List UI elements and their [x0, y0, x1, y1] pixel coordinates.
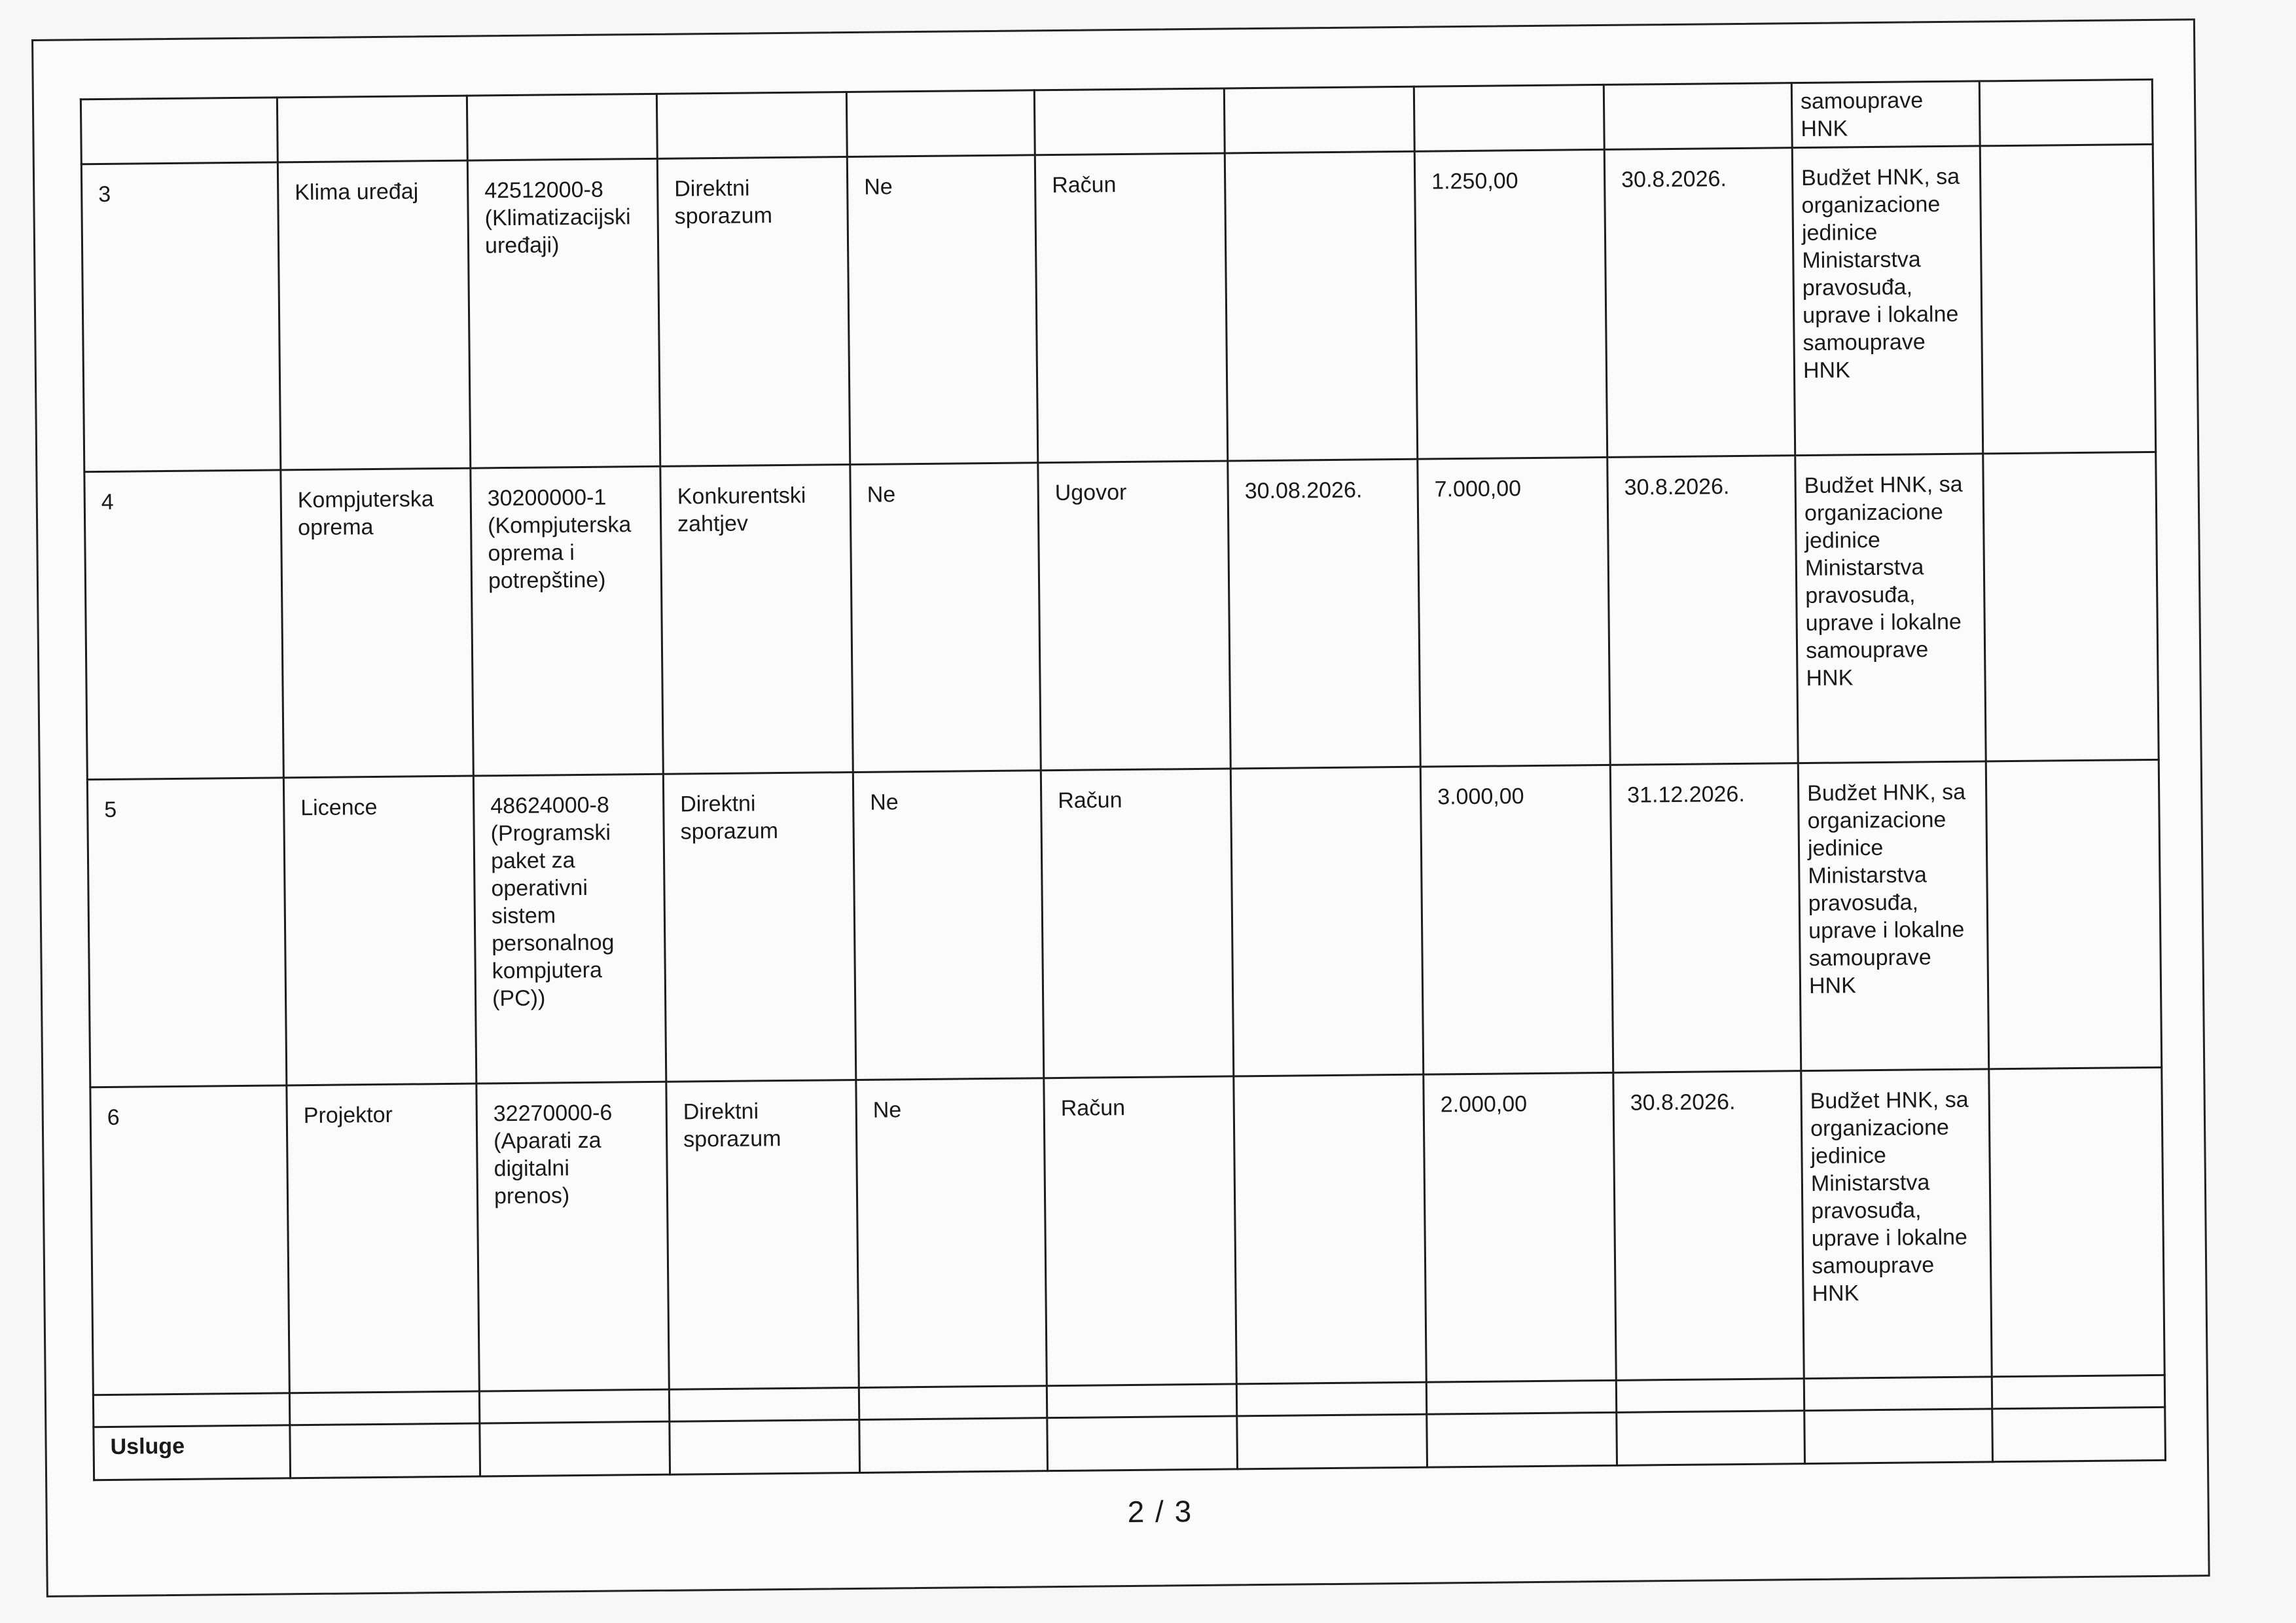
item-start-date [1225, 151, 1417, 461]
item-cpv: 32270000-6 (Aparati za digitalni prenos) [476, 1082, 669, 1391]
item-cpv: 42512000-8 (Klimatizacijski uređaji) [467, 158, 660, 468]
section-label: Usluge [94, 1425, 291, 1480]
item-start-date: 30.08.2026. [1228, 459, 1420, 769]
item-number: 4 [84, 470, 283, 780]
item-source: Budžet HNK, sa organizacione jedinice Ministarstva pravosuđa, uprave i lokalne samouprave HNK [1801, 1069, 1992, 1379]
table-row [81, 144, 2155, 471]
item-contract-type: Račun [1035, 153, 1227, 463]
procurement-plan-table [80, 79, 2166, 1481]
item-note [1980, 144, 2155, 454]
item-name: Projektor [287, 1084, 479, 1393]
item-eauction: Ne [856, 1078, 1047, 1388]
item-contract-type: Ugovor [1038, 461, 1230, 771]
item-contract-type: Račun [1041, 769, 1233, 1078]
scanned-page [31, 18, 2210, 1597]
item-procedure: Direktni sporazum [666, 1080, 859, 1389]
item-name: Klima uređaj [278, 160, 470, 470]
item-source: Budžet HNK, sa organizacione jedinice Ministarstva pravosuđa, uprave i lokalne samouprave HNK [1792, 146, 1982, 456]
item-name: Kompjuterska oprema [281, 468, 473, 778]
item-note [1986, 759, 2161, 1069]
item-deadline: 31.12.2026. [1610, 763, 1801, 1073]
item-contract-type: Račun [1044, 1076, 1236, 1386]
table-row [84, 452, 2159, 779]
item-note [1983, 452, 2159, 761]
item-value: 1.250,00 [1414, 149, 1607, 459]
item-value: 2.000,00 [1424, 1072, 1616, 1382]
item-number: 6 [90, 1085, 289, 1395]
item-value: 3.000,00 [1420, 765, 1613, 1074]
item-eauction: Ne [850, 463, 1041, 773]
item-procedure: Direktni sporazum [663, 773, 855, 1082]
item-source: Budžet HNK, sa organizacione jedinice Ministarstva pravosuđa, uprave i lokalne samouprave HNK [1795, 454, 1986, 763]
item-cpv: 48624000-8 (Programski paket za operativni sistem personalnog kompjutera (PC)) [473, 774, 666, 1084]
item-note [1989, 1067, 2164, 1377]
item-deadline: 30.8.2026. [1613, 1071, 1804, 1381]
item-start-date [1230, 767, 1423, 1076]
item-start-date [1234, 1074, 1426, 1384]
item-number: 5 [87, 778, 286, 1087]
item-source: Budžet HNK, sa organizacione jedinice Ministarstva pravosuđa, uprave i lokalne samouprave HNK [1798, 761, 1988, 1071]
item-eauction: Ne [847, 155, 1037, 465]
item-name: Licence [283, 776, 476, 1085]
item-procedure: Direktni sporazum [657, 157, 850, 467]
item-number: 3 [81, 162, 280, 472]
item-value: 7.000,00 [1418, 457, 1610, 767]
item-deadline: 30.8.2026. [1604, 148, 1795, 458]
page-number: 2 / 3 [1127, 1494, 1193, 1529]
item-cpv: 30200000-1 (Kompjuterska oprema i potrepštine) [471, 466, 663, 776]
item-procedure: Konkurentski zahtjev [660, 465, 853, 775]
table-row [87, 759, 2161, 1087]
continued-source-cell: samouprave HNK [1791, 81, 1980, 148]
item-deadline: 30.8.2026. [1607, 456, 1798, 765]
item-eauction: Ne [853, 771, 1043, 1080]
table-row [90, 1067, 2164, 1395]
